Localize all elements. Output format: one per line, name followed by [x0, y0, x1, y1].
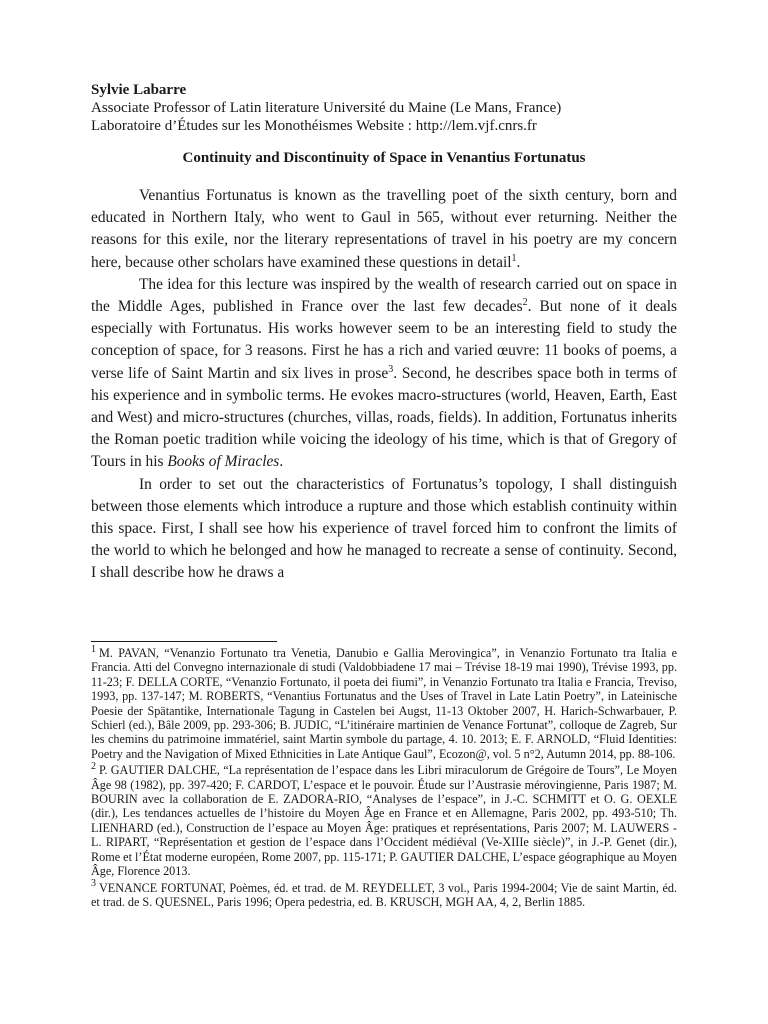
footnote-number: 3	[91, 878, 96, 890]
footnote-text: M. PAVAN, “Venanzio Fortunato tra Venetia, Danubio e Gallia Merovingica”, in Venanzio Fortunato tra Italia e Francia. Atti del Convegno internazionale di studi (Valdobbiadene 17 mai – Trévise 18-19 mai 1990), Trévise 1993, pp. 11-23; F. DELLA CORTE, “Venanzio Fortunato, il poeta dei fiumi”, in Venanzio Fortunato tra Italia e Francia, Treviso, 1993, pp. 137-147; M. ROBERTS, “Venantius Fortunatus and the Uses of Travel in Late Latin Poetry”, in Lateinische Poesie der Spätantike, Internationale Tagung in Castelen bei Augst, 11-13 Oktober 2007, H. Harich-Schwarbauer, P. Schierl (ed.), Bâle 2009, pp. 293-306; B. JUDIC, “L’itinéraire martinien de Venance Fortunat”, colloque de Zagreb, Sur les chemins du patrimoine immatériel, saint Martin symbole du partage, 4. 10. 2013; E. F. ARNOLD, “Fluid Identities: Poetry and the Navigation of Mixed Ethnicities in Late Antique Gaul”, Ecozon@, vol. 5 n°2, Autumn 2014, pp. 88-106.	[91, 646, 677, 761]
footnote-text: VENANCE FORTUNAT, Poèmes, éd. et trad. de M. REYDELLET, 3 vol., Paris 1994-2004; Vie de saint Martin, éd. et trad. de S. QUESNEL, Paris 1996; Opera pedestria, ed. B. KRUSCH, MGH AA, 4, 2, Berlin 1885.	[91, 880, 677, 909]
footnote-2	[91, 763, 677, 878]
paragraph-text: In order to set out the characteristics of Fortunatus’s topology, I shall distinguish between those elements which introduce a rupture and those which establish continuity within this space. First, I shall see how his experience of travel forced him to confront the limits of the world to which he belonged and how he managed to recreate a sense of continuity. Second, I shall describe how he draws a	[91, 475, 677, 582]
paragraph-3	[91, 474, 677, 585]
body-text	[91, 182, 677, 585]
paragraph-1	[91, 185, 677, 274]
footnotes	[91, 643, 677, 911]
footnote-ref[interactable]: 2	[522, 296, 528, 308]
footnote-number: 2	[91, 761, 96, 773]
paragraph-text: .	[279, 453, 284, 471]
lab-website-line: Laboratoire d’Études sur les Monothéismes Website : http://lem.vjf.cnrs.fr	[91, 118, 537, 134]
paragraph-text: . Second, he describes space both in terms of his experience and in symbolic terms. He evokes macro-structures (world, Heaven, Earth, East and West) and micro-structures (churches, villas, roads, fields). In addition, Fortunatus inherits the Roman poetic tradition while voicing the ideology of his time, which is that of Gregory of Tours in his	[91, 364, 677, 471]
paragraph-2	[91, 274, 677, 474]
author-block	[91, 81, 691, 135]
paragraph-text: The idea for this lecture was inspired by the wealth of research carried out on space in the Middle Ages, published in France over the last few decades	[91, 275, 677, 316]
footnote-text: P. GAUTIER DALCHE, “La représentation de l’espace dans les Libri miraculorum de Grégoire de Tours”, Le Moyen Âge 98 (1982), pp. 397-420; F. CARDOT, L’espace et le pouvoir. Étude sur l’Austrasie mérovingienne, Paris 1987; M. BOURIN avec la collaboration de E. ZADORA-RIO, “Analyses de l’espace”, in J.-C. SCHMITT et O. G. OEXLE (dir.), Les tendances actuelles de l’histoire du Moyen Âge en France et en Allemagne, Paris 2002, pp. 493-510; Th. LIENHARD (ed.), Construction de l’espace au Moyen Âge: pratiques et représentations, Paris 2007; M. LAUWERS - L. RIPART, “Représentation et gestion de l’espace dans l’Occident médiéval (Ve-XIIIe siècle)”, in J.-P. Genet (dir.), Rome et l’État moderne européen, Rome 2007, pp. 115-171; P. GAUTIER DALCHE, L’espace géographique au Moyen Âge, Florence 2013.	[91, 763, 677, 879]
footnote-ref[interactable]: 1	[511, 252, 517, 264]
footnote-number: 1	[91, 643, 96, 655]
paragraph-text: Venantius Fortunatus is known as the travelling poet of the sixth century, born and educated in Northern Italy, who went to Gaul in 565, without ever returning. Neither the reasons for this exile, nor the literary representations of travel in his poetry are my concern here, because other scholars have examined these questions in detail	[91, 187, 677, 271]
footnote-divider	[91, 641, 277, 642]
paragraph-text: . But none of it deals especially with Fortunatus. His works however seem to be an interesting field to study the conception of space, for 3 reasons. First he has a rich and varied œuvre: 11 books of poems, a verse life of Saint Martin and six lives in prose	[91, 298, 677, 382]
book-title: Books of Miracles	[167, 453, 280, 471]
paragraph-text: .	[516, 253, 521, 271]
author-name: Sylvie Labarre	[91, 82, 187, 98]
footnote-1	[91, 643, 677, 761]
article-title: Continuity and Discontinuity of Space in Venantius Fortunatus	[182, 150, 586, 166]
footnote-3	[91, 878, 677, 910]
author-affiliation: Associate Professor of Latin literature Université du Maine (Le Mans, France)	[91, 100, 562, 116]
footnote-ref[interactable]: 3	[388, 363, 394, 375]
